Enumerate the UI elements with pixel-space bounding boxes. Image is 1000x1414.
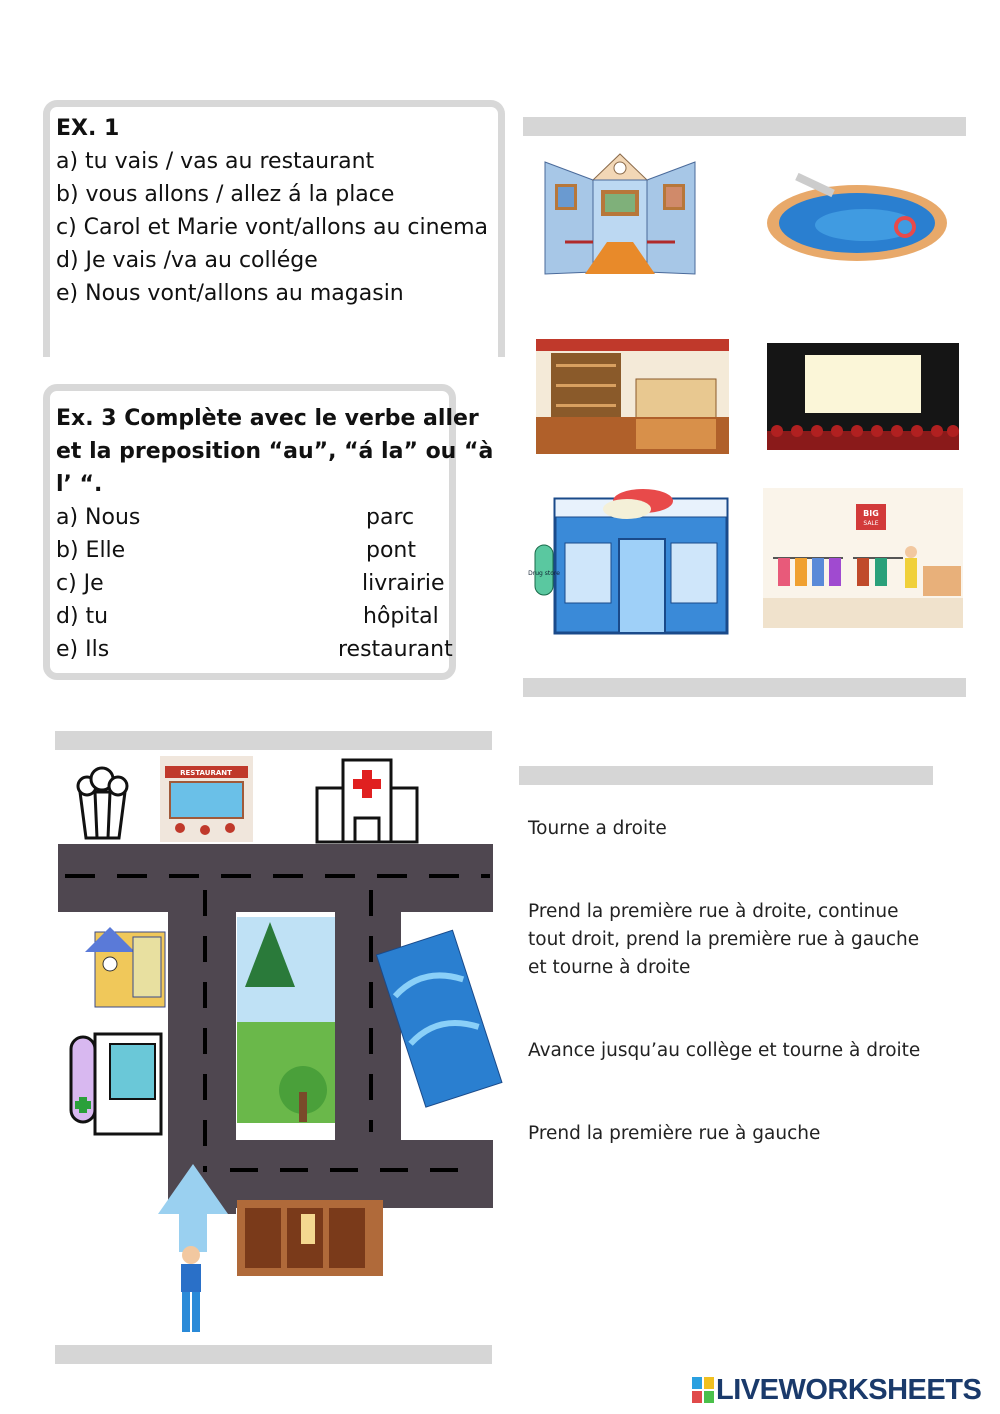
popcorn-icon[interactable] bbox=[78, 768, 127, 838]
exercise-3-title-line-1: Ex. 3 Complète avec le verbe aller bbox=[56, 406, 479, 431]
restaurant-image[interactable] bbox=[160, 756, 253, 842]
exercise-1-item-b: b) vous allons / allez á la place bbox=[56, 182, 395, 207]
exercise-3-row-a-place: parc bbox=[366, 505, 415, 530]
exercise-3-row-a-subject: a) Nous bbox=[56, 505, 141, 530]
exercise-3-row-b-subject: b) Elle bbox=[56, 538, 126, 563]
swimming-pool-image[interactable] bbox=[765, 175, 950, 265]
exercise-3-row-b-place: pont bbox=[366, 538, 416, 563]
exercise-3-title-line-2: et la preposition “au”, “á la” ou “à bbox=[56, 439, 494, 464]
liveworksheets-logo-icon bbox=[692, 1377, 714, 1403]
instruction-2: Prend la première rue à droite, continue tout droit, prend la première rue à gauche et tourne à droite bbox=[528, 901, 920, 978]
sale-sign-line-1: BIG bbox=[863, 509, 879, 518]
restaurant-sign: RESTAURANT bbox=[180, 769, 232, 777]
cinema-image[interactable] bbox=[767, 343, 959, 450]
town-map bbox=[55, 752, 495, 1342]
exercise-1-item-c: c) Carol et Marie vont/allons au cinema bbox=[56, 215, 488, 240]
pharmacy-image[interactable] bbox=[528, 483, 733, 636]
instruction-3: Avance jusqu’au collège et tourne à droite bbox=[528, 1040, 921, 1061]
instruction-1: Tourne a droite bbox=[528, 818, 667, 839]
answer-bar-mid-right[interactable] bbox=[523, 678, 966, 697]
exercise-3-row-d-place: hôpital bbox=[363, 604, 439, 629]
clothes-store-image[interactable] bbox=[763, 488, 963, 628]
pharmacy-icon[interactable] bbox=[71, 1034, 161, 1134]
liveworksheets-logo bbox=[692, 1374, 981, 1406]
answer-bar-map-top[interactable] bbox=[55, 731, 492, 750]
exercise-1-item-a: a) tu vais / vas au restaurant bbox=[56, 149, 375, 174]
exercise-3-row-c-place: livrairie bbox=[362, 571, 445, 596]
college-image[interactable] bbox=[85, 927, 165, 1007]
answer-bar-map-bottom[interactable] bbox=[55, 1345, 492, 1364]
answer-bar-top-right[interactable] bbox=[523, 117, 966, 136]
sale-sign-line-2: SALE bbox=[863, 520, 879, 527]
bakery-image[interactable] bbox=[536, 339, 729, 454]
exercise-3-row-d-subject: d) tu bbox=[56, 604, 109, 629]
exercise-3-row-e-subject: e) Ils bbox=[56, 637, 110, 662]
exercise-3-row-e-place: restaurant bbox=[338, 637, 453, 662]
pharmacy-sign: Drug store bbox=[528, 570, 560, 577]
road-bottom bbox=[168, 1140, 493, 1208]
exercise-1-item-e: e) Nous vont/allons au magasin bbox=[56, 281, 404, 306]
park-image[interactable] bbox=[237, 917, 335, 1123]
exercise-1-title: EX. 1 bbox=[56, 116, 120, 141]
exercise-3-title-line-3: l’ “. bbox=[56, 472, 103, 497]
exercise-1-item-d: d) Je vais /va au collége bbox=[56, 248, 318, 273]
boy-figure bbox=[181, 1246, 201, 1332]
exercise-3-row-c-subject: c) Je bbox=[56, 571, 104, 596]
liveworksheets-brand: LIVEWORKSHEETS bbox=[716, 1373, 982, 1406]
museum-image[interactable] bbox=[545, 152, 695, 277]
hospital-icon[interactable] bbox=[317, 760, 417, 842]
library-image[interactable] bbox=[237, 1200, 383, 1276]
answer-bar-instructions[interactable] bbox=[519, 766, 933, 785]
instruction-4: Prend la première rue à gauche bbox=[528, 1123, 821, 1144]
